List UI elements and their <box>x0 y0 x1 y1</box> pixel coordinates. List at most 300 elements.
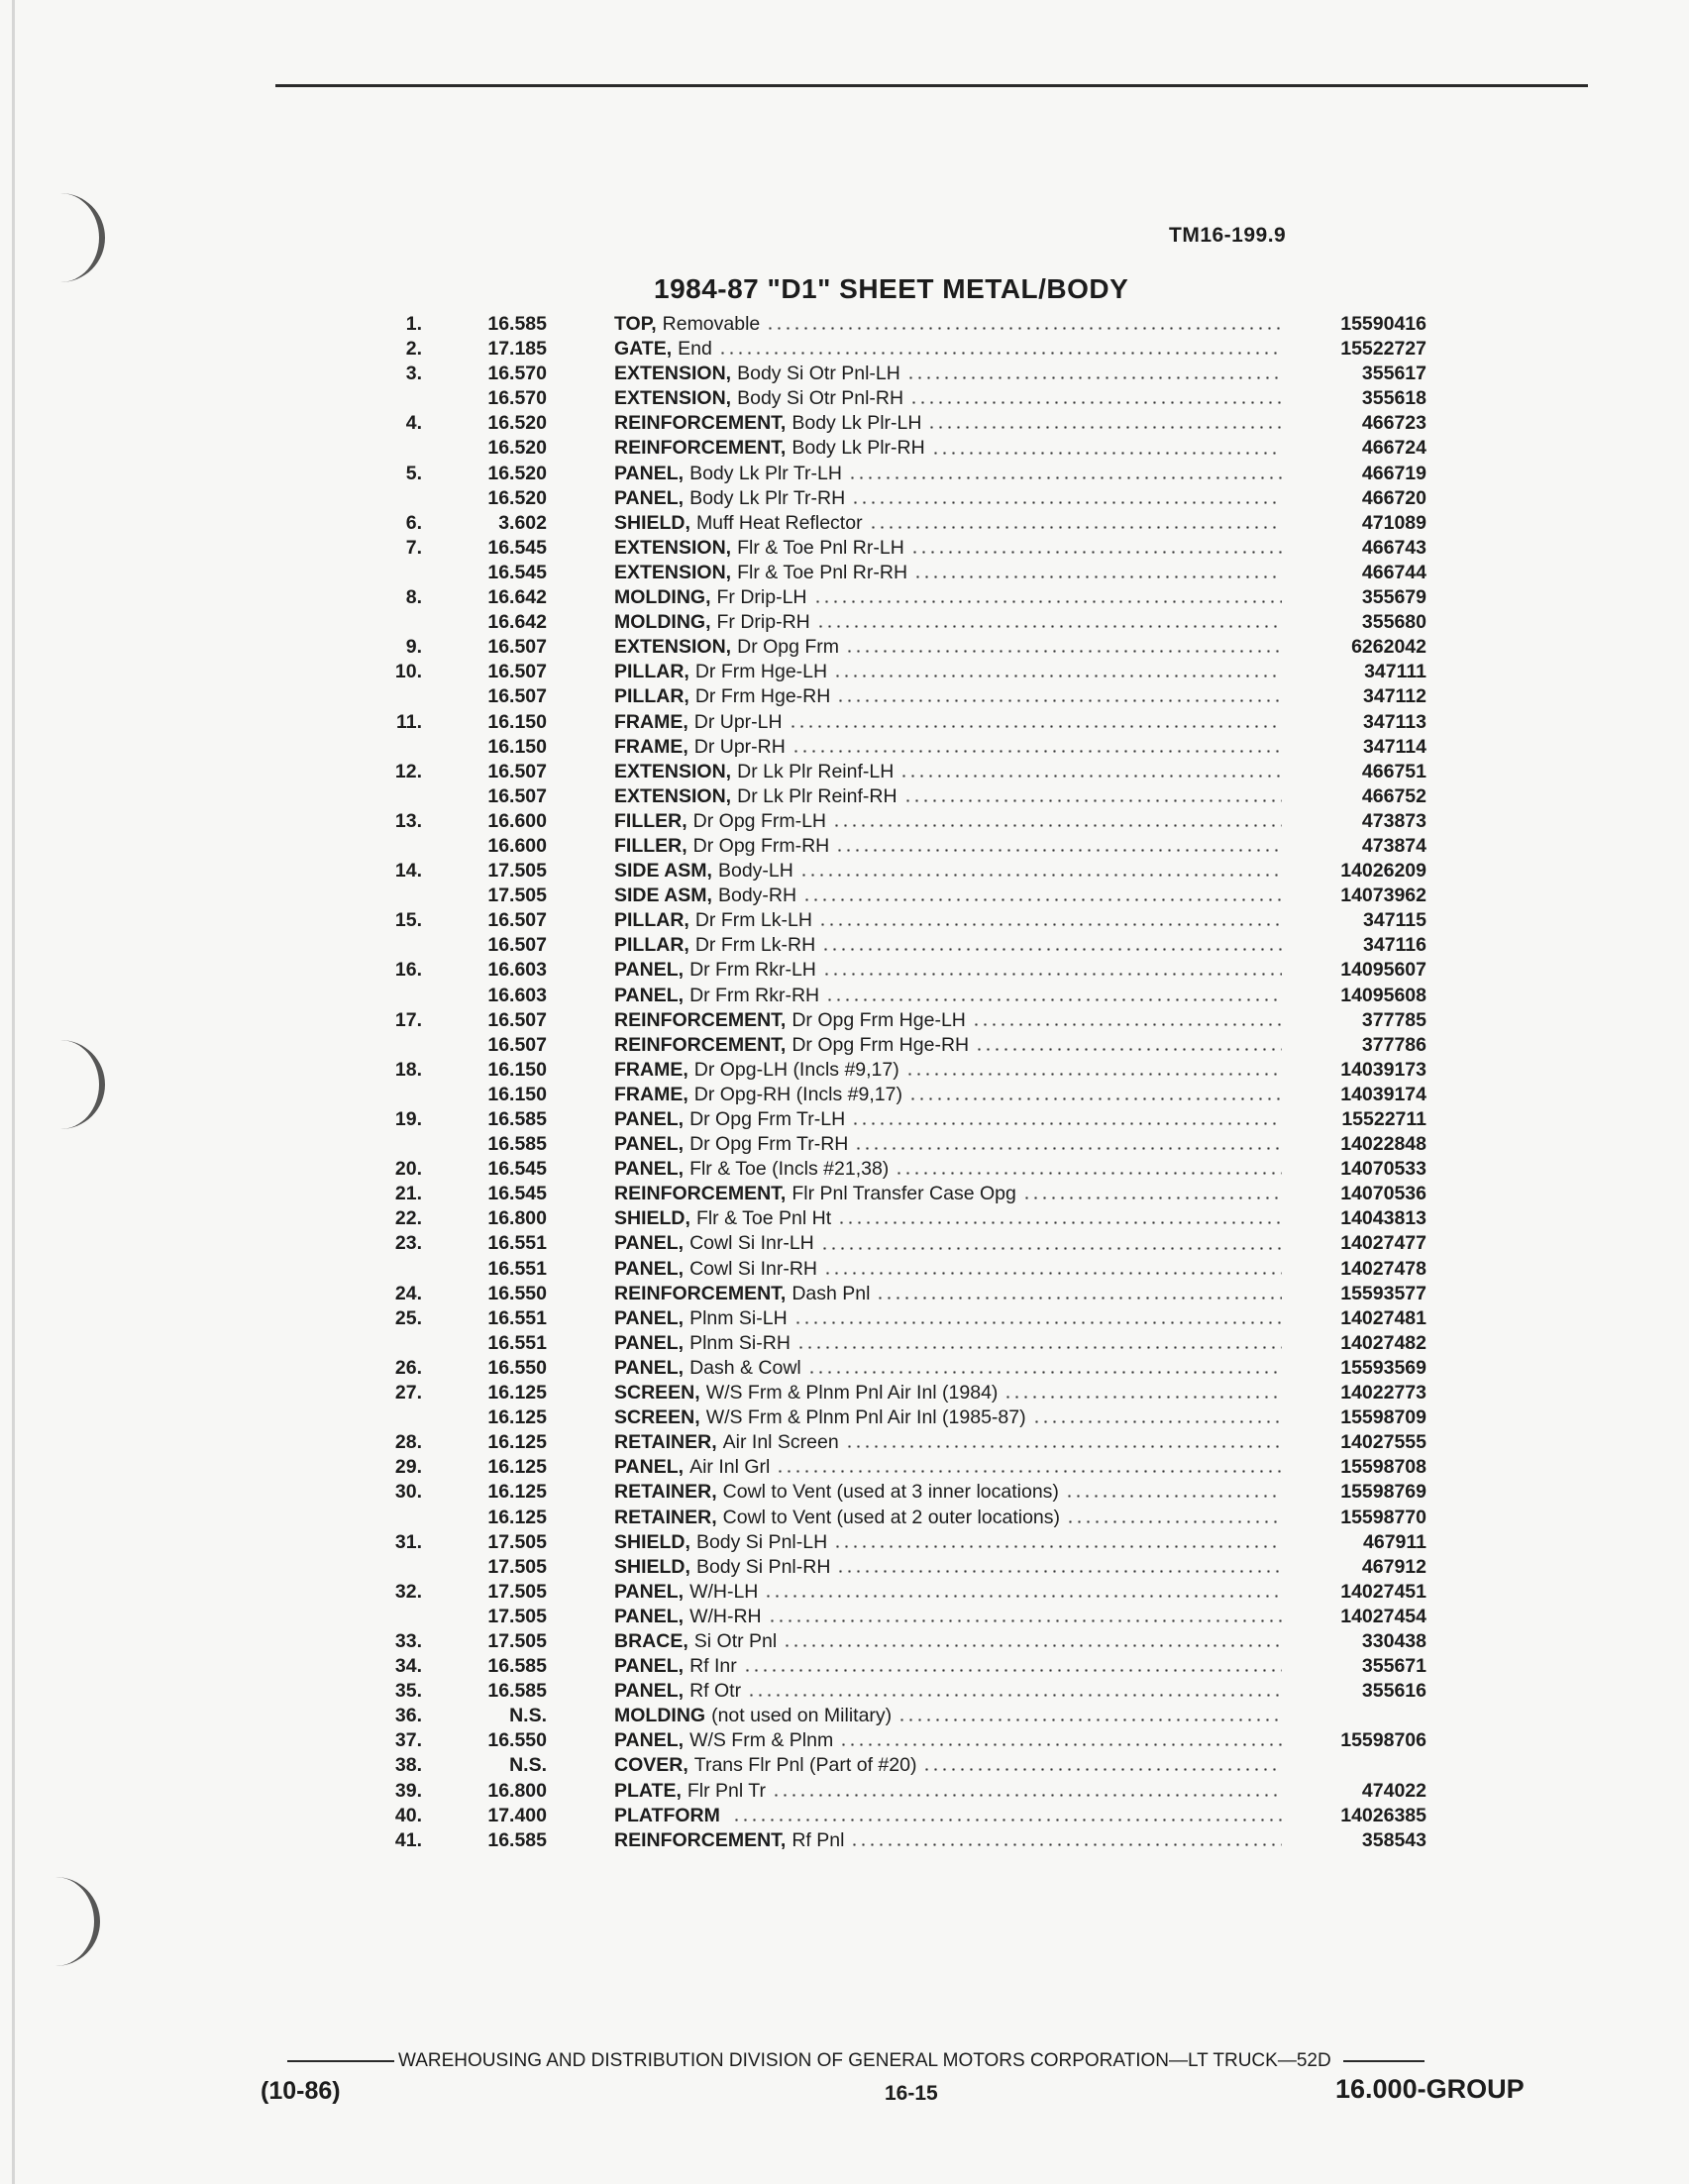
part-description <box>614 1306 1286 1331</box>
item-number: 37. <box>394 1729 422 1752</box>
parts-row <box>376 1480 1426 1505</box>
part-modifier: Flr & Toe Pnl Rr-RH <box>737 561 908 583</box>
group-number: 16.585 <box>487 1680 547 1703</box>
part-modifier: Dr Opg Frm Tr-LH <box>689 1108 846 1130</box>
part-modifier: W/S Frm & Plnm <box>689 1729 834 1752</box>
part-number: 14043813 <box>1340 1207 1426 1230</box>
parts-row <box>376 1828 1426 1853</box>
part-number: 15593569 <box>1340 1356 1426 1379</box>
part-number: 15522727 <box>1340 338 1426 361</box>
parts-row <box>376 710 1426 735</box>
part-modifier: Rf Otr <box>689 1680 742 1703</box>
group-number: 16.551 <box>487 1232 547 1255</box>
item-number: 24. <box>394 1282 422 1304</box>
parts-row <box>376 1654 1426 1679</box>
item-number: 23. <box>394 1232 422 1255</box>
part-number: 355679 <box>1361 586 1426 609</box>
part-description <box>614 735 1286 760</box>
part-description <box>614 1704 1286 1728</box>
leader-dots <box>833 675 1282 677</box>
leader-dots <box>897 1718 1282 1721</box>
part-name: MOLDING, <box>614 611 711 634</box>
part-description <box>614 462 1286 486</box>
parts-row <box>376 834 1426 859</box>
part-description <box>614 1008 1286 1033</box>
part-description <box>614 710 1286 735</box>
part-name: PLATE, <box>614 1779 682 1802</box>
part-modifier: Cowl Si Inr-LH <box>689 1232 814 1255</box>
part-name: SHIELD, <box>614 1530 690 1553</box>
part-name: EXTENSION, <box>614 536 732 559</box>
part-number: 330438 <box>1361 1629 1426 1652</box>
parts-row <box>376 610 1426 635</box>
part-name: SHIELD, <box>614 511 690 534</box>
leader-dots <box>1003 1396 1282 1399</box>
part-name: PANEL, <box>614 959 685 982</box>
part-modifier: Muff Heat Reflector <box>695 511 863 534</box>
item-number: 5. <box>405 462 422 484</box>
part-name: FILLER, <box>614 809 687 832</box>
part-number: 467911 <box>1363 1530 1426 1553</box>
part-description <box>614 1206 1286 1231</box>
part-name: RETAINER, <box>614 1431 717 1454</box>
group-number: 16.507 <box>487 760 547 782</box>
part-name: PANEL, <box>614 1580 685 1603</box>
leader-dots <box>910 551 1282 554</box>
group-number: 16.585 <box>487 1108 547 1130</box>
tm-number: TM16-199.9 <box>1169 224 1287 247</box>
parts-row <box>376 436 1426 461</box>
part-description <box>614 1779 1286 1804</box>
part-description <box>614 1107 1286 1132</box>
part-number: 358543 <box>1361 1828 1426 1851</box>
parts-row <box>376 1679 1426 1704</box>
item-number: 20. <box>394 1158 422 1181</box>
part-number: 347116 <box>1363 934 1426 957</box>
part-name: PANEL, <box>614 1605 685 1627</box>
leader-dots <box>1032 1420 1282 1423</box>
parts-row <box>376 760 1426 784</box>
leader-dots <box>905 1073 1282 1076</box>
part-modifier: Dr Frm Rkr-RH <box>689 984 820 1006</box>
item-number: 36. <box>394 1705 422 1727</box>
part-number: 347112 <box>1363 685 1426 708</box>
part-description <box>614 1506 1286 1530</box>
parts-row <box>376 1728 1426 1753</box>
leader-dots <box>1022 1196 1282 1199</box>
part-modifier: Body Lk Plr Tr-RH <box>689 486 846 509</box>
part-name: PANEL, <box>614 1108 685 1130</box>
part-number: 347111 <box>1364 661 1426 683</box>
part-number: 14073962 <box>1340 884 1426 907</box>
part-modifier: Rf Pnl <box>792 1828 845 1851</box>
leader-dots <box>836 1570 1282 1573</box>
item-number: 27. <box>394 1382 422 1404</box>
footer-rule-right <box>1343 2060 1425 2062</box>
part-modifier: Dr Lk Plr Reinf-LH <box>737 760 895 782</box>
group-number: 16.585 <box>487 1655 547 1678</box>
leader-dots <box>931 452 1282 455</box>
group-number: 16.520 <box>487 437 547 460</box>
leader-dots <box>820 1247 1282 1250</box>
part-description <box>614 1530 1286 1555</box>
group-number: 16.603 <box>487 959 547 982</box>
part-name: PANEL, <box>614 486 685 509</box>
part-name: PILLAR, <box>614 934 689 957</box>
part-description <box>614 884 1286 908</box>
part-modifier: W/H-LH <box>689 1580 759 1603</box>
parts-row <box>376 984 1426 1008</box>
group-number: 16.520 <box>487 412 547 435</box>
item-number: 26. <box>394 1356 422 1379</box>
parts-row <box>376 1804 1426 1828</box>
group-number: 16.800 <box>487 1207 547 1230</box>
part-name: PANEL, <box>614 1331 685 1354</box>
part-modifier: Dash & Cowl <box>689 1356 801 1379</box>
group-number: 16.150 <box>487 1083 547 1105</box>
part-modifier: Plnm Si-LH <box>689 1306 788 1329</box>
group-number: 17.505 <box>487 1530 547 1553</box>
part-name: FRAME, <box>614 1083 688 1105</box>
part-description <box>614 1828 1286 1853</box>
parts-row <box>376 1629 1426 1654</box>
group-number: 16.600 <box>487 834 547 857</box>
part-modifier: Flr & Toe (Incls #21,38) <box>689 1158 890 1181</box>
parts-row <box>376 411 1426 436</box>
leader-dots <box>789 725 1282 728</box>
leader-dots <box>832 824 1282 827</box>
part-name: TOP, <box>614 313 657 335</box>
parts-row <box>376 1506 1426 1530</box>
group-number: 17.400 <box>487 1804 547 1826</box>
parts-row <box>376 1231 1426 1256</box>
part-number: 347115 <box>1363 909 1426 932</box>
part-modifier: Body Si Pnl-LH <box>695 1530 828 1553</box>
group-number: 16.125 <box>487 1481 547 1504</box>
parts-row <box>376 1381 1426 1405</box>
part-name: PANEL, <box>614 1680 685 1703</box>
part-description <box>614 1455 1286 1480</box>
group-number: 16.150 <box>487 735 547 758</box>
group-number: 17.505 <box>487 884 547 907</box>
part-description <box>614 1753 1286 1778</box>
group-number: 16.125 <box>487 1406 547 1429</box>
part-number: 14026209 <box>1340 860 1426 883</box>
part-modifier: End <box>678 338 712 361</box>
part-description <box>614 1132 1286 1157</box>
part-name: RETAINER, <box>614 1481 717 1504</box>
part-description <box>614 1804 1286 1828</box>
item-number: 28. <box>394 1431 422 1454</box>
group-number: 16.507 <box>487 661 547 683</box>
part-modifier: Cowl to Vent (used at 2 outer locations) <box>722 1506 1061 1528</box>
part-number: 14095607 <box>1340 959 1426 982</box>
leader-dots <box>833 1545 1282 1548</box>
part-modifier: Dr Opg Frm <box>737 636 840 659</box>
part-description <box>614 784 1286 809</box>
item-number: 30. <box>394 1481 422 1504</box>
part-description <box>614 1033 1286 1058</box>
leader-dots <box>747 1694 1282 1697</box>
item-number: 19. <box>394 1108 422 1130</box>
part-description <box>614 809 1286 834</box>
part-name: PANEL, <box>614 1257 685 1280</box>
part-number: 14027451 <box>1340 1580 1426 1603</box>
group-number: 16.551 <box>487 1331 547 1354</box>
part-number: 473873 <box>1361 809 1426 832</box>
parts-row <box>376 1430 1426 1455</box>
group-number: N.S. <box>509 1754 547 1777</box>
part-name: PANEL, <box>614 1158 685 1181</box>
item-number: 10. <box>394 661 422 683</box>
part-name: EXTENSION, <box>614 561 732 583</box>
parts-row <box>376 784 1426 809</box>
part-description <box>614 1331 1286 1356</box>
part-number: 15598706 <box>1340 1729 1426 1752</box>
part-modifier: Cowl Si Inr-RH <box>689 1257 817 1280</box>
group-number: 16.551 <box>487 1257 547 1280</box>
group-number: 16.551 <box>487 1306 547 1329</box>
part-modifier: Dr Frm Lk-RH <box>694 934 816 957</box>
part-modifier: Dash Pnl <box>792 1282 871 1304</box>
part-modifier: Flr Pnl Tr <box>686 1779 766 1802</box>
item-number: 22. <box>394 1207 422 1230</box>
group-number: 16.545 <box>487 561 547 583</box>
item-number: 18. <box>394 1058 422 1081</box>
part-number: 466744 <box>1361 561 1426 583</box>
part-description <box>614 635 1286 660</box>
part-number: 14070533 <box>1340 1158 1426 1181</box>
part-modifier: Dr Opg-LH (Incls #9,17) <box>693 1058 899 1081</box>
leader-dots <box>792 750 1282 753</box>
part-description <box>614 859 1286 884</box>
part-modifier: W/H-RH <box>689 1605 762 1627</box>
part-number: 471089 <box>1361 511 1426 534</box>
part-modifier: Dr Opg Frm-LH <box>692 809 827 832</box>
group-number: 16.642 <box>487 586 547 609</box>
leader-dots <box>822 973 1282 976</box>
leader-dots <box>1066 1520 1282 1523</box>
group-number: 16.507 <box>487 784 547 807</box>
leader-dots <box>796 1346 1282 1349</box>
part-description <box>614 908 1286 933</box>
leader-dots <box>793 1321 1282 1324</box>
group-number: 16.800 <box>487 1779 547 1802</box>
leader-dots <box>922 1768 1282 1771</box>
item-number: 16. <box>394 959 422 982</box>
part-modifier: Air Inl Grl <box>689 1456 771 1479</box>
part-modifier: Fr Drip-RH <box>716 611 810 634</box>
part-name: FRAME, <box>614 710 688 733</box>
item-number: 12. <box>394 760 422 782</box>
parts-row <box>376 1555 1426 1580</box>
part-number: 14039174 <box>1340 1083 1426 1105</box>
part-name: FILLER, <box>614 834 687 857</box>
parts-row <box>376 386 1426 411</box>
part-number: 14039173 <box>1340 1058 1426 1081</box>
item-number: 2. <box>405 338 422 361</box>
part-description <box>614 760 1286 784</box>
item-number: 14. <box>394 860 422 883</box>
part-name: REINFORCEMENT, <box>614 1008 787 1031</box>
part-name: RETAINER, <box>614 1506 717 1528</box>
part-number: 15598770 <box>1340 1506 1426 1528</box>
group-number: 16.520 <box>487 462 547 484</box>
leader-dots <box>799 874 1282 877</box>
part-name: EXTENSION, <box>614 363 732 385</box>
leader-dots <box>807 1371 1282 1374</box>
part-number: 466743 <box>1361 536 1426 559</box>
part-name: SHIELD, <box>614 1555 690 1578</box>
part-modifier: Body Lk Plr-LH <box>792 412 922 435</box>
part-modifier: Body-RH <box>717 884 797 907</box>
part-number: 355671 <box>1361 1655 1426 1678</box>
part-number: 6262042 <box>1351 636 1426 659</box>
part-number: 14027478 <box>1340 1257 1426 1280</box>
part-name: REINFORCEMENT, <box>614 1033 787 1056</box>
parts-row <box>376 933 1426 958</box>
part-modifier: Dr Upr-LH <box>693 710 783 733</box>
leader-dots <box>818 923 1282 926</box>
part-number: 347114 <box>1363 735 1426 758</box>
item-number: 38. <box>394 1754 422 1777</box>
part-description <box>614 536 1286 561</box>
part-description <box>614 1058 1286 1083</box>
part-modifier: Rf Inr <box>689 1655 737 1678</box>
item-number: 21. <box>394 1183 422 1205</box>
parts-row <box>376 1753 1426 1778</box>
part-description <box>614 511 1286 536</box>
part-number: 14027481 <box>1340 1306 1426 1329</box>
part-description <box>614 411 1286 436</box>
parts-row <box>376 884 1426 908</box>
item-number: 35. <box>394 1680 422 1703</box>
part-modifier: Body Lk Plr Tr-LH <box>689 462 842 484</box>
part-description <box>614 386 1286 411</box>
item-number: 1. <box>405 313 422 335</box>
parts-list <box>376 312 1426 1853</box>
leader-dots <box>895 1172 1282 1175</box>
footer-rule-left <box>287 2060 394 2062</box>
part-modifier: Dr Opg-RH (Incls #9,17) <box>693 1083 902 1105</box>
part-modifier: Flr Pnl Transfer Case Opg <box>792 1183 1016 1205</box>
group-number: 16.507 <box>487 1033 547 1056</box>
leader-dots <box>835 849 1282 852</box>
item-number: 13. <box>394 809 422 832</box>
parts-row <box>376 362 1426 386</box>
group-number: 16.550 <box>487 1282 547 1304</box>
part-modifier: Body Si Pnl-RH <box>695 1555 831 1578</box>
parts-row <box>376 561 1426 585</box>
item-number: 11. <box>395 710 422 733</box>
part-number: 14070536 <box>1340 1183 1426 1205</box>
leader-dots <box>839 1743 1282 1746</box>
leader-dots <box>899 775 1282 778</box>
parts-row <box>376 1580 1426 1605</box>
part-name: BRACE, <box>614 1629 688 1652</box>
part-modifier: Body Lk Plr-RH <box>792 437 925 460</box>
part-number: 14026385 <box>1340 1804 1426 1826</box>
binder-hole-middle <box>59 1040 105 1129</box>
part-number: 466719 <box>1361 462 1426 484</box>
part-name: FRAME, <box>614 1058 688 1081</box>
part-name: COVER, <box>614 1754 688 1777</box>
group-number: 17.505 <box>487 1605 547 1627</box>
part-description <box>614 1605 1286 1629</box>
part-description <box>614 1555 1286 1580</box>
leader-dots <box>854 1147 1282 1150</box>
part-name: PANEL, <box>614 1133 685 1156</box>
leader-dots <box>972 1023 1282 1026</box>
leader-dots <box>975 1048 1282 1051</box>
part-number: 14027477 <box>1340 1232 1426 1255</box>
parts-row <box>376 1306 1426 1331</box>
part-modifier: W/S Frm & Plnm Pnl Air Inl (1984) <box>705 1382 999 1404</box>
part-modifier: Flr & Toe Pnl Rr-LH <box>737 536 904 559</box>
parts-row <box>376 486 1426 511</box>
part-modifier: Dr Frm Hge-RH <box>694 685 831 708</box>
part-modifier: Air Inl Screen <box>722 1431 839 1454</box>
part-name: REINFORCEMENT, <box>614 1282 787 1304</box>
part-number: 15598709 <box>1340 1406 1426 1429</box>
parts-row <box>376 1331 1426 1356</box>
part-name: PANEL, <box>614 1456 685 1479</box>
leader-dots <box>837 1221 1282 1224</box>
part-number: 14022773 <box>1340 1382 1426 1404</box>
part-description <box>614 1654 1286 1679</box>
part-name: PANEL, <box>614 1729 685 1752</box>
part-description <box>614 958 1286 983</box>
group-number: 17.505 <box>487 1580 547 1603</box>
group-number: 16.507 <box>487 685 547 708</box>
parts-row <box>376 684 1426 709</box>
item-number: 4. <box>405 412 422 435</box>
part-name: EXTENSION, <box>614 636 732 659</box>
leader-dots <box>718 352 1282 355</box>
group-number: 3.602 <box>498 511 547 534</box>
group-number: 17.505 <box>487 1555 547 1578</box>
group-number: 16.603 <box>487 984 547 1006</box>
part-description <box>614 337 1286 362</box>
group-number: 16.585 <box>487 1133 547 1156</box>
part-description <box>614 984 1286 1008</box>
part-name: SIDE ASM, <box>614 860 712 883</box>
item-number: 34. <box>394 1655 422 1678</box>
part-name: PILLAR, <box>614 685 689 708</box>
leader-dots <box>906 376 1282 379</box>
part-modifier: Flr & Toe Pnl Ht <box>695 1207 832 1230</box>
group-number: 16.507 <box>487 636 547 659</box>
part-description <box>614 1157 1286 1182</box>
part-name: SIDE ASM, <box>614 884 712 907</box>
group-number: 16.125 <box>487 1382 547 1404</box>
part-number: 467912 <box>1361 1555 1426 1578</box>
part-description <box>614 1629 1286 1654</box>
part-number: 14022848 <box>1340 1133 1426 1156</box>
leader-dots <box>823 1272 1282 1275</box>
leader-dots <box>869 526 1282 529</box>
part-description <box>614 312 1286 337</box>
part-modifier: Dr Opg Frm Tr-RH <box>689 1133 849 1156</box>
leader-dots <box>743 1669 1282 1672</box>
part-number: 355616 <box>1361 1680 1426 1703</box>
part-number: 355618 <box>1361 387 1426 410</box>
part-description <box>614 1231 1286 1256</box>
parts-row <box>376 660 1426 684</box>
parts-row <box>376 1704 1426 1728</box>
part-description <box>614 1381 1286 1405</box>
group-number: 17.505 <box>487 1629 547 1652</box>
